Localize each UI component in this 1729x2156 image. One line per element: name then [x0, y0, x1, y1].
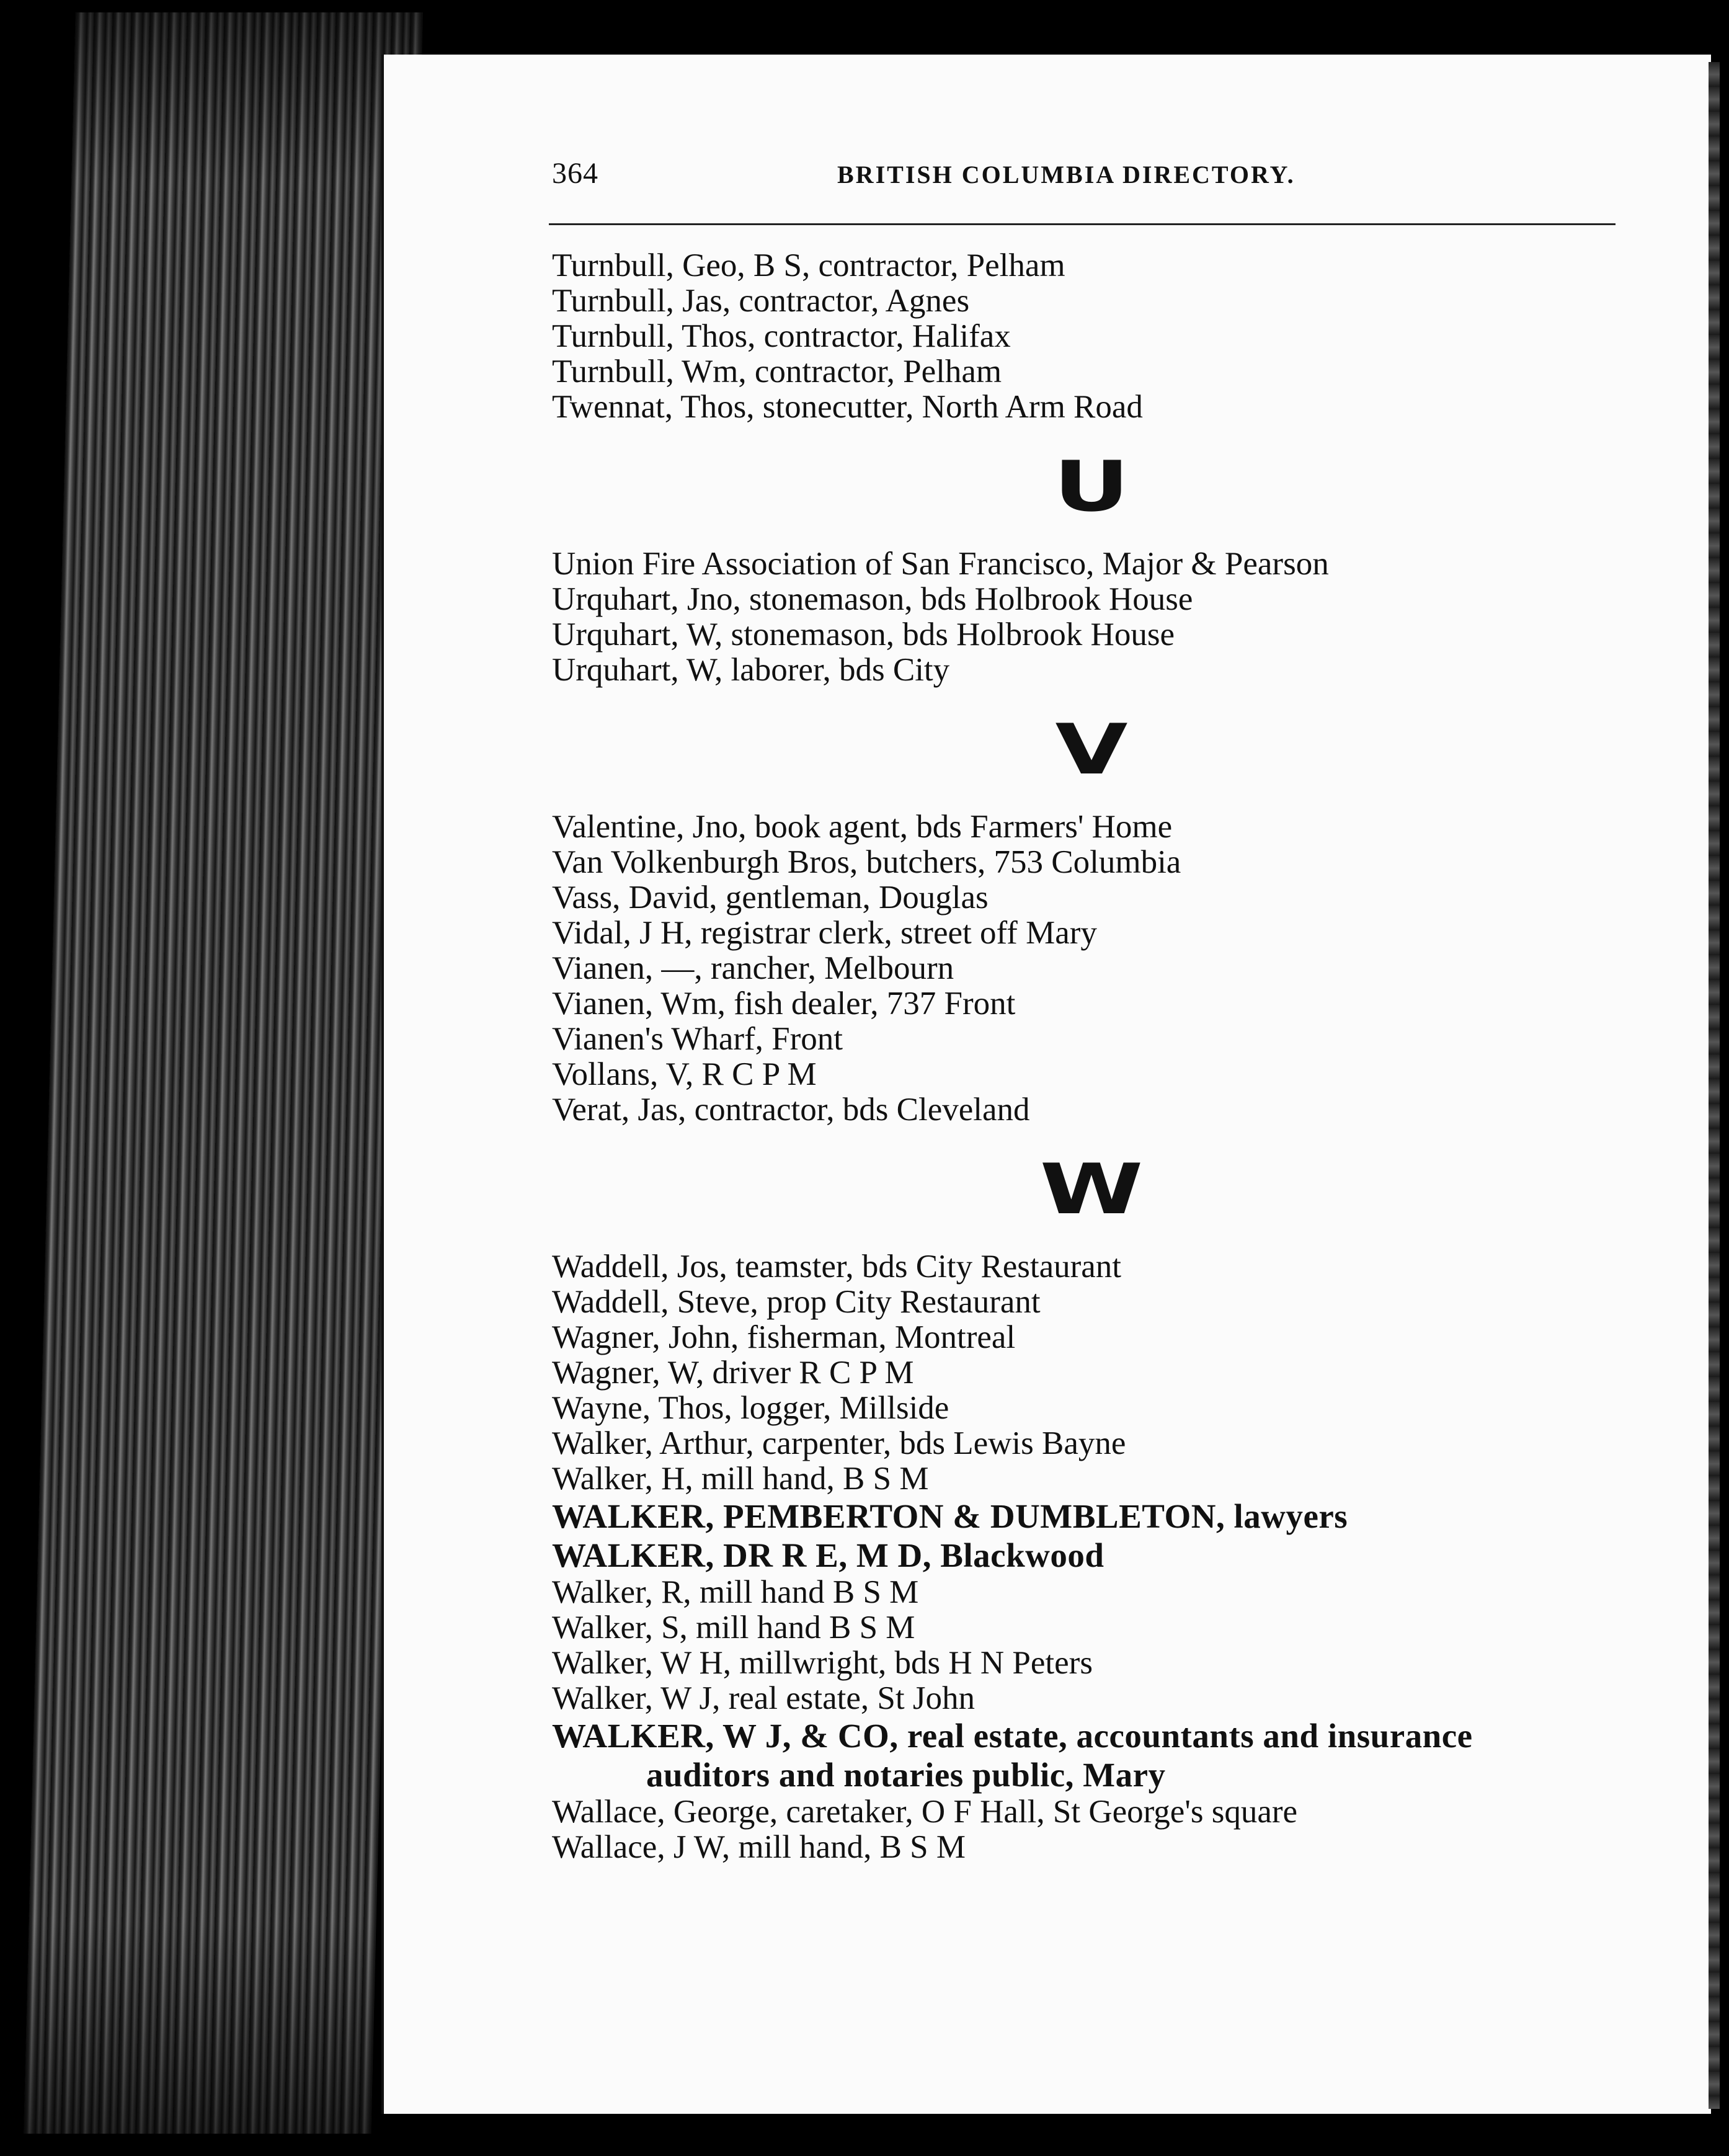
- directory-entry: Turnbull, Thos, contractor, Halifax: [552, 318, 1011, 354]
- directory-entry: Twennat, Thos, stonecutter, North Arm Road: [552, 389, 1143, 425]
- directory-entry: Walker, W J, real estate, St John: [552, 1680, 975, 1716]
- directory-entry: Walker, H, mill hand, B S M: [552, 1461, 929, 1497]
- directory-entry: Wallace, George, caretaker, O F Hall, St George's square: [552, 1794, 1298, 1830]
- directory-entry: Vollans, V, R C P M: [552, 1056, 817, 1092]
- directory-entry: Vianen's Wharf, Front: [552, 1021, 843, 1057]
- directory-entry: Urquhart, W, stonemason, bds Holbrook House: [552, 617, 1175, 653]
- directory-entry: Turnbull, Wm, contractor, Pelham: [552, 354, 1002, 390]
- directory-entry: Walker, R, mill hand B S M: [552, 1574, 919, 1610]
- directory-entry: Wallace, J W, mill hand, B S M: [552, 1829, 966, 1865]
- section-letter-v: V: [1055, 710, 1128, 790]
- directory-entry: Vianen, Wm, fish dealer, 737 Front: [552, 986, 1016, 1022]
- directory-entry: Turnbull, Jas, contractor, Agnes: [552, 283, 970, 319]
- page-number: 364: [552, 157, 598, 190]
- directory-entry: Walker, W H, millwright, bds H N Peters: [552, 1645, 1093, 1681]
- directory-entry-continuation: auditors and notaries public, Mary: [646, 1756, 1166, 1794]
- directory-entry: Vass, David, gentleman, Douglas: [552, 880, 989, 915]
- directory-entry: Vidal, J H, registrar clerk, street off Mary: [552, 915, 1097, 951]
- directory-entry: Van Volkenburgh Bros, butchers, 753 Columbia: [552, 844, 1181, 880]
- directory-entry: Waddell, Jos, teamster, bds City Restaurant: [552, 1249, 1122, 1285]
- section-letter-w: W: [1039, 1149, 1144, 1230]
- directory-entry: Vianen, —, rancher, Melbourn: [552, 950, 954, 986]
- directory-entry: Urquhart, W, laborer, bds City: [552, 652, 950, 688]
- directory-entry: Wagner, John, fisherman, Montreal: [552, 1319, 1016, 1355]
- header-rule: [549, 223, 1616, 225]
- directory-entry: Union Fire Association of San Francisco, Major & Pearson: [552, 546, 1329, 582]
- directory-entry: Walker, Arthur, carpenter, bds Lewis Bayne: [552, 1425, 1126, 1461]
- page-right-edge: [1709, 62, 1720, 2109]
- directory-entry: Wagner, W, driver R C P M: [552, 1355, 914, 1391]
- directory-entry: Valentine, Jno, book agent, bds Farmers' Home: [552, 809, 1173, 845]
- section-letter-u: U: [1053, 447, 1130, 527]
- directory-entry: Waddell, Steve, prop City Restaurant: [552, 1284, 1041, 1320]
- directory-entry: Walker, S, mill hand B S M: [552, 1610, 915, 1646]
- directory-entry: WALKER, W J, & CO, real estate, accountants and insurance: [552, 1717, 1473, 1755]
- page-header: [552, 156, 1340, 194]
- directory-entry: Turnbull, Geo, B S, contractor, Pelham: [552, 247, 1065, 283]
- running-title: BRITISH COLUMBIA DIRECTORY.: [837, 161, 1296, 189]
- directory-entry: WALKER, DR R E, M D, Blackwood: [552, 1536, 1105, 1574]
- directory-entry: Verat, Jas, contractor, bds Cleveland: [552, 1092, 1030, 1128]
- directory-entries: [552, 248, 1668, 1865]
- directory-entry: Urquhart, Jno, stonemason, bds Holbrook House: [552, 581, 1193, 617]
- book-page-edges: [24, 12, 423, 2134]
- directory-entry: Wayne, Thos, logger, Millside: [552, 1390, 949, 1426]
- directory-entry: WALKER, PEMBERTON & DUMBLETON, lawyers: [552, 1497, 1348, 1535]
